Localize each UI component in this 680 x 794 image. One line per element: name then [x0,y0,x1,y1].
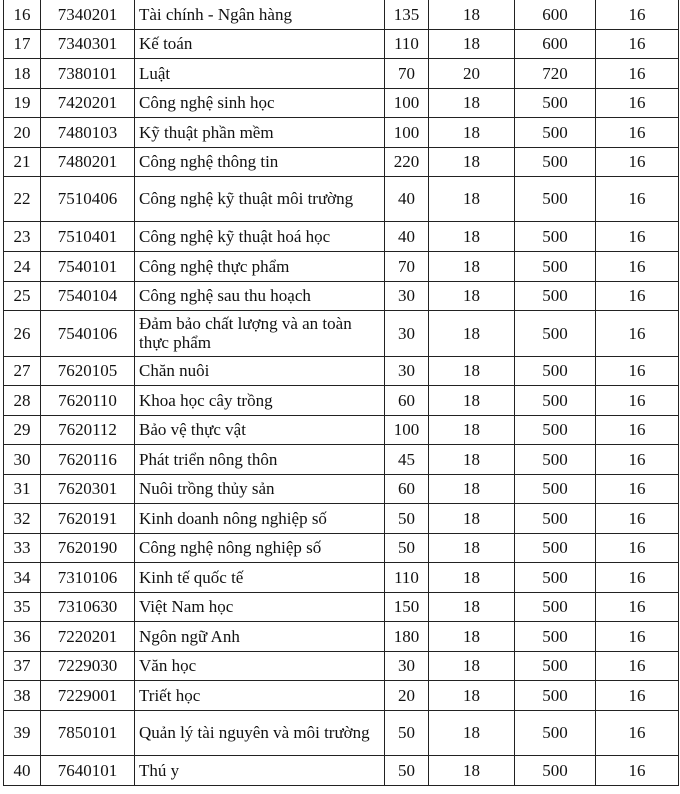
fee-cell: 500 [515,474,596,503]
min-age-cell: 18 [429,251,515,281]
major-code-cell: 7380101 [41,58,135,88]
major-name-cell: Công nghệ sinh học [135,88,385,117]
row-number-cell: 26 [4,310,41,356]
min-score-cell: 16 [596,356,679,385]
fee-cell: 600 [515,29,596,58]
table-row [4,281,679,310]
row-number-cell: 39 [4,710,41,755]
major-name-cell: Kế toán [135,29,385,58]
major-code-cell: 7340201 [41,0,135,29]
major-name-cell: Ngôn ngữ Anh [135,621,385,651]
row-number-cell: 21 [4,147,41,176]
row-number-cell: 30 [4,444,41,474]
row-number-cell: 27 [4,356,41,385]
table-row [4,176,679,221]
table-row [4,117,679,147]
min-score-cell: 16 [596,474,679,503]
quota-cell: 100 [385,117,429,147]
fee-cell: 720 [515,58,596,88]
min-score-cell: 16 [596,755,679,785]
major-name-cell: Công nghệ kỹ thuật môi trường [135,176,385,221]
min-score-cell: 16 [596,117,679,147]
min-score-cell: 16 [596,503,679,533]
min-age-cell: 18 [429,29,515,58]
major-code-cell: 7480201 [41,147,135,176]
major-code-cell: 7620105 [41,356,135,385]
major-code-cell: 7620112 [41,415,135,444]
min-age-cell: 18 [429,281,515,310]
major-code-cell: 7620190 [41,533,135,562]
fee-cell: 500 [515,651,596,680]
quota-cell: 50 [385,710,429,755]
major-code-cell: 7229001 [41,680,135,710]
major-name-cell: Tài chính - Ngân hàng [135,0,385,29]
major-code-cell: 7310106 [41,562,135,592]
row-number-cell: 20 [4,117,41,147]
row-number-cell: 36 [4,621,41,651]
table-row [4,385,679,415]
fee-cell: 500 [515,281,596,310]
min-score-cell: 16 [596,58,679,88]
table-row [4,621,679,651]
quota-cell: 40 [385,221,429,251]
min-score-cell: 16 [596,176,679,221]
quota-cell: 30 [385,310,429,356]
major-code-cell: 7420201 [41,88,135,117]
fee-cell: 500 [515,117,596,147]
major-name-cell: Công nghệ thực phẩm [135,251,385,281]
major-code-cell: 7850101 [41,710,135,755]
row-number-cell: 25 [4,281,41,310]
row-number-cell: 37 [4,651,41,680]
min-score-cell: 16 [596,651,679,680]
quota-cell: 100 [385,88,429,117]
major-name-cell: Thú y [135,755,385,785]
row-number-cell: 28 [4,385,41,415]
fee-cell: 500 [515,562,596,592]
major-code-cell: 7620116 [41,444,135,474]
table-row [4,680,679,710]
quota-cell: 30 [385,356,429,385]
admission-table [3,0,679,786]
min-age-cell: 18 [429,415,515,444]
min-score-cell: 16 [596,562,679,592]
table-row [4,562,679,592]
min-score-cell: 16 [596,251,679,281]
min-score-cell: 16 [596,621,679,651]
major-name-cell: Triết học [135,680,385,710]
min-age-cell: 18 [429,385,515,415]
major-name-cell: Luật [135,58,385,88]
quota-cell: 30 [385,651,429,680]
major-name-cell: Công nghệ nông nghiệp số [135,533,385,562]
min-age-cell: 20 [429,58,515,88]
min-age-cell: 18 [429,147,515,176]
min-age-cell: 18 [429,680,515,710]
fee-cell: 500 [515,147,596,176]
row-number-cell: 40 [4,755,41,785]
row-number-cell: 16 [4,0,41,29]
table-row [4,474,679,503]
min-age-cell: 18 [429,474,515,503]
row-number-cell: 35 [4,592,41,621]
fee-cell: 500 [515,621,596,651]
table-row [4,533,679,562]
min-score-cell: 16 [596,281,679,310]
major-code-cell: 7310630 [41,592,135,621]
min-score-cell: 16 [596,310,679,356]
table-row [4,88,679,117]
fee-cell: 500 [515,176,596,221]
min-age-cell: 18 [429,0,515,29]
major-code-cell: 7229030 [41,651,135,680]
quota-cell: 40 [385,176,429,221]
quota-cell: 100 [385,415,429,444]
min-age-cell: 18 [429,221,515,251]
table-row [4,444,679,474]
min-age-cell: 18 [429,176,515,221]
fee-cell: 500 [515,310,596,356]
min-age-cell: 18 [429,444,515,474]
table-row [4,0,679,29]
major-name-cell: Nuôi trồng thủy sản [135,474,385,503]
fee-cell: 500 [515,755,596,785]
major-name-cell: Kỹ thuật phần mềm [135,117,385,147]
fee-cell: 600 [515,0,596,29]
quota-cell: 20 [385,680,429,710]
major-code-cell: 7540101 [41,251,135,281]
min-score-cell: 16 [596,592,679,621]
fee-cell: 500 [515,592,596,621]
row-number-cell: 32 [4,503,41,533]
min-score-cell: 16 [596,680,679,710]
major-name-cell: Quản lý tài nguyên và môi trường [135,710,385,755]
quota-cell: 50 [385,755,429,785]
row-number-cell: 31 [4,474,41,503]
row-number-cell: 18 [4,58,41,88]
fee-cell: 500 [515,710,596,755]
table-row [4,310,679,356]
min-age-cell: 18 [429,310,515,356]
major-name-cell: Phát triển nông thôn [135,444,385,474]
row-number-cell: 38 [4,680,41,710]
min-age-cell: 18 [429,710,515,755]
fee-cell: 500 [515,221,596,251]
fee-cell: 500 [515,444,596,474]
min-score-cell: 16 [596,221,679,251]
major-name-cell: Bảo vệ thực vật [135,415,385,444]
row-number-cell: 24 [4,251,41,281]
table-row [4,755,679,785]
major-name-cell: Văn học [135,651,385,680]
min-age-cell: 18 [429,651,515,680]
quota-cell: 70 [385,58,429,88]
min-age-cell: 18 [429,88,515,117]
quota-cell: 110 [385,29,429,58]
row-number-cell: 33 [4,533,41,562]
min-age-cell: 18 [429,503,515,533]
major-code-cell: 7510406 [41,176,135,221]
fee-cell: 500 [515,88,596,117]
min-score-cell: 16 [596,0,679,29]
quota-cell: 60 [385,385,429,415]
min-score-cell: 16 [596,385,679,415]
min-age-cell: 18 [429,755,515,785]
major-code-cell: 7540106 [41,310,135,356]
quota-cell: 150 [385,592,429,621]
table-row [4,147,679,176]
major-name-cell: Khoa học cây trồng [135,385,385,415]
major-code-cell: 7620110 [41,385,135,415]
fee-cell: 500 [515,385,596,415]
table-row [4,251,679,281]
quota-cell: 30 [385,281,429,310]
quota-cell: 110 [385,562,429,592]
table-row [4,221,679,251]
table-row [4,592,679,621]
fee-cell: 500 [515,251,596,281]
major-name-cell: Công nghệ thông tin [135,147,385,176]
major-name-cell: Kinh tế quốc tế [135,562,385,592]
row-number-cell: 29 [4,415,41,444]
fee-cell: 500 [515,356,596,385]
quota-cell: 70 [385,251,429,281]
table-row [4,651,679,680]
min-score-cell: 16 [596,29,679,58]
major-name-cell: Kinh doanh nông nghiệp số [135,503,385,533]
major-code-cell: 7220201 [41,621,135,651]
major-code-cell: 7620301 [41,474,135,503]
table-row [4,29,679,58]
major-code-cell: 7540104 [41,281,135,310]
major-code-cell: 7340301 [41,29,135,58]
min-score-cell: 16 [596,710,679,755]
min-score-cell: 16 [596,444,679,474]
min-age-cell: 18 [429,621,515,651]
major-name-cell: Công nghệ kỹ thuật hoá học [135,221,385,251]
min-age-cell: 18 [429,117,515,147]
min-age-cell: 18 [429,562,515,592]
min-age-cell: 18 [429,592,515,621]
major-code-cell: 7620191 [41,503,135,533]
table-row [4,710,679,755]
table-row [4,356,679,385]
table-body [4,0,679,785]
major-name-cell: Chăn nuôi [135,356,385,385]
row-number-cell: 17 [4,29,41,58]
row-number-cell: 22 [4,176,41,221]
min-score-cell: 16 [596,88,679,117]
fee-cell: 500 [515,503,596,533]
row-number-cell: 34 [4,562,41,592]
major-name-cell: Đảm bảo chất lượng và an toàn thực phẩm [135,310,385,356]
quota-cell: 45 [385,444,429,474]
fee-cell: 500 [515,415,596,444]
min-score-cell: 16 [596,415,679,444]
fee-cell: 500 [515,533,596,562]
row-number-cell: 23 [4,221,41,251]
quota-cell: 135 [385,0,429,29]
min-age-cell: 18 [429,356,515,385]
row-number-cell: 19 [4,88,41,117]
quota-cell: 50 [385,533,429,562]
fee-cell: 500 [515,680,596,710]
quota-cell: 60 [385,474,429,503]
major-code-cell: 7510401 [41,221,135,251]
table-row [4,503,679,533]
quota-cell: 220 [385,147,429,176]
min-score-cell: 16 [596,147,679,176]
major-code-cell: 7480103 [41,117,135,147]
min-age-cell: 18 [429,533,515,562]
major-name-cell: Công nghệ sau thu hoạch [135,281,385,310]
major-code-cell: 7640101 [41,755,135,785]
quota-cell: 50 [385,503,429,533]
table-row [4,415,679,444]
table-row [4,58,679,88]
min-score-cell: 16 [596,533,679,562]
quota-cell: 180 [385,621,429,651]
major-name-cell: Việt Nam học [135,592,385,621]
